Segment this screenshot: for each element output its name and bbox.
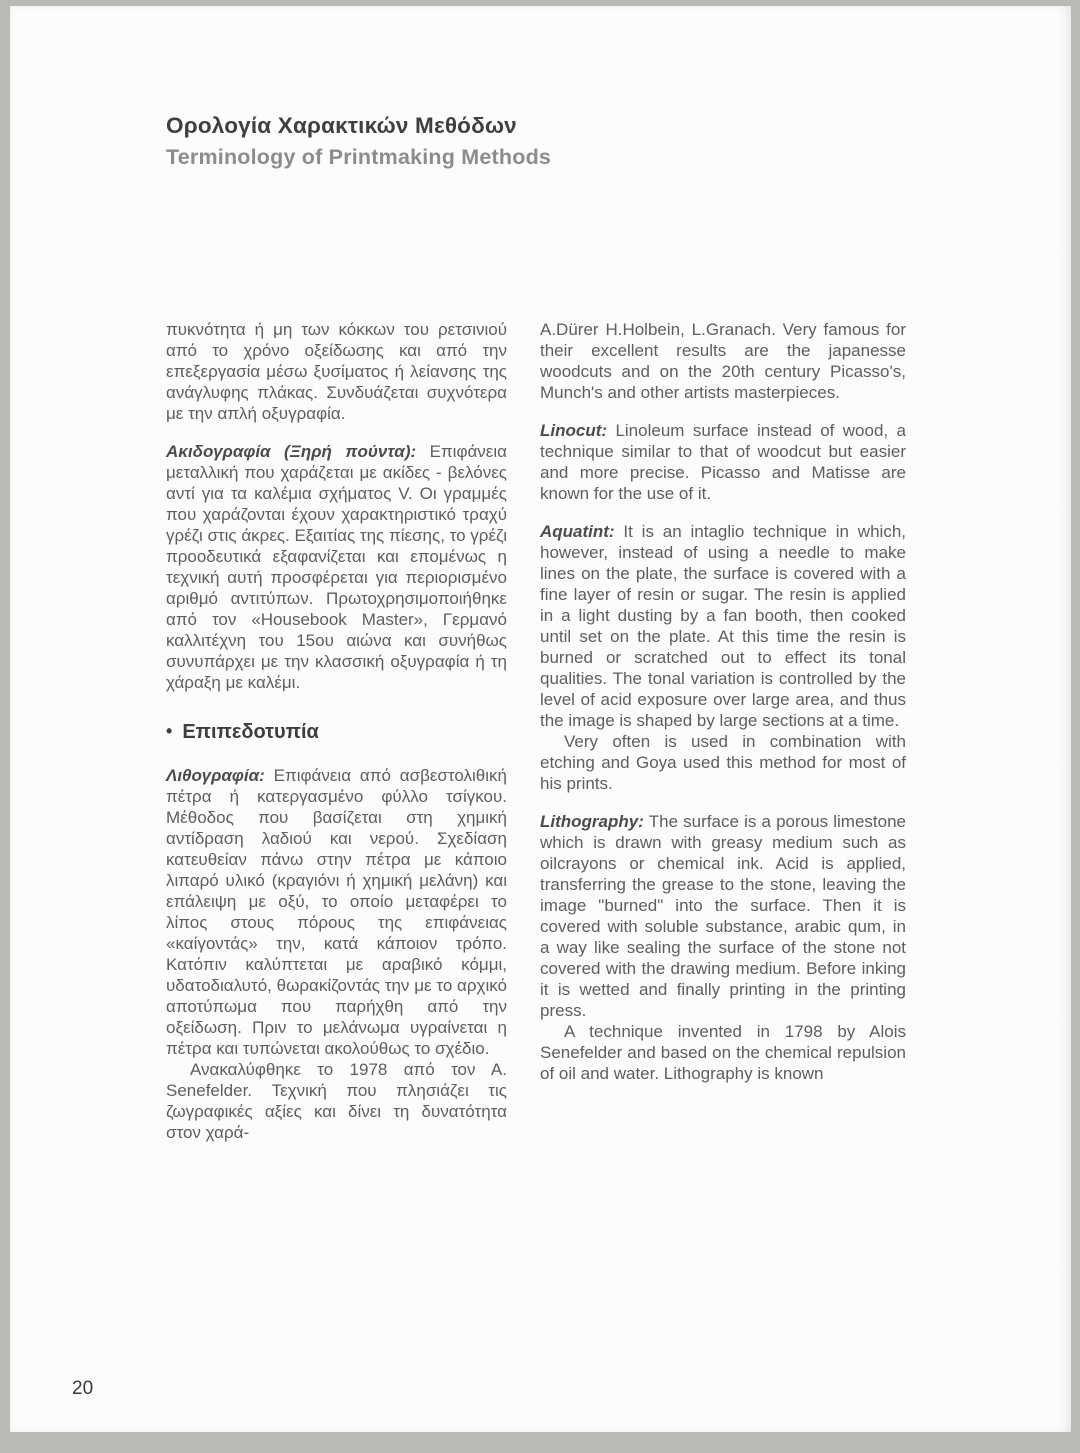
title-block [166,6,926,171]
page-title-english: Terminology of Printmaking Methods [166,145,552,169]
term-english-lithography: Lithography: [540,812,644,831]
paragraph-greek-lithography [166,765,507,1059]
paragraph-english-linocut [540,420,906,504]
paragraph-english-aquatint [540,521,906,731]
paragraph-text: Επιφάνεια μεταλλική που χαράζεται με ακίδες - βελόνες αντί για τα καλέμια σχήματος V. Οι γραμμές που χαράζονται έχουν χαρακτηριστικό τραχύ γρέζι στις άκρες. Εξαιτίας της πίεσης, το γρέζι προοδευτικά εξαφανίζεται και επομένως η τεχνική αυτή προσφέρεται για περιορισμένο αριθμό αντιτύπων. Πρωτοχρησιμοποιήθηκε από τον «Housebook Master», Γερμανό καλλιτέχνη του 15ου αιώνα και συνήθως συνυπάρχει με την κλασσική οξυγραφία ή τη χάραξη με καλέμι. [166,442,508,692]
term-english-aquatint: Aquatint: [540,522,615,541]
two-column-layout [166,319,926,1143]
paragraph-greek-aquatint-continuation: πυκνότητα ή μη των κόκκων του ρετσινιού από το χρόνο οξείδωσης και από την επεξεργασία μέσω ξυσίματος ή λείανσης της ανάγλυφης πλάκας. Συνδυάζεται συχνότερα με την απλή οξυγραφία. [166,320,507,423]
paragraph-text: Linoleum surface instead of wood, a technique similar to that of woodcut but easier and more precise. Picasso and Matisse are known for the use of it. [540,421,906,503]
paragraph-english-lithography [540,811,906,1021]
section-heading-planography [166,720,507,744]
paragraph-text: The surface is a porous limestone which is drawn with greasy medium such as oilcrayons or chemical ink. Acid is applied, transferring the grease to the stone, leaving the image "burned" into the surface. Then it is covered with soluble substance, arabic qum, in a way like sealing the surface of the stone not covered with the drawing medium. Before inking it is wetted and finally printing in the printing press. [540,812,906,1020]
paragraph-greek-drypoint [166,441,507,693]
page-number: 20 [72,1378,94,1399]
term-greek-lithography: Λιθογραφία: [166,766,265,785]
paragraph-english-woodcut-continuation: A.Dürer H.Holbein, L.Granach. Very famous for their excellent results are the japanesse woodcuts and on the 20th century Picasso's, Munch's and other artists masterpieces. [540,320,906,402]
paragraph-greek-senefelder: Ανακαλύφθηκε το 1978 από τον Α. Senefelder. Τεχνική που πλησιάζει τις ζωγραφικές αξίες και δίνει τη δυνατότητα στον χαρά- [166,1060,507,1142]
term-greek-drypoint: Ακιδογραφία (Ξηρή πούντα): [166,442,417,461]
bullet-icon: • [166,721,173,741]
section-heading-label: Επιπεδοτυπία [182,721,319,743]
page-content [166,6,926,1432]
paragraph-english-alois: A technique invented in 1798 by Alois Senefelder and based on the chemical repulsion of oil and water. Lithography is known [540,1022,906,1083]
paragraph-text: It is an intaglio technique in which, however, instead of using a needle to make lines on the plate, the surface is covered with a fine layer of resin or sugar. The resin is applied in a light dusting by a fan booth, then cooked until set on the plate. At this time the resin is burned or scratched out to effect its tonal qualities. The tonal variation is controlled by the level of acid exposure over large area, and thus the image is shaped by large sections at a time. [540,522,906,730]
document-page [10,6,1071,1432]
paragraph-english-goya: Very often is used in combination with etching and Goya used this method for most of his prints. [540,732,906,793]
paragraph-text: Επιφάνεια από ασβεστολιθική πέτρα ή κατεργασμένο φύλλο τσίγκου. Μέθοδος που βασίζεται στη χημική αντίδραση λαδιού και νερού. Σχεδίαση κατευθείαν πάνω στην πέτρα με κάποιο λιπαρό υλικό (κραγιόνι ή χημική μελάνη) και επάλειψη με οξύ, το οποίο μεταφέρει το λίπος στους πόρους της επιφάνειας «καίγοντάς» την, κατά κάποιον τρόπο. Κατόπιν καλύπτεται με αραβικό κόμμι, υδατοδιαλυτό, θωρακίζοντάς την με το αρχικό αποτύπωμα που παρήχθη από την οξείδωση. Πριν το μελάνωμα υγραίνεται η πέτρα και τυπώνεται ακολούθως το σχέδιο. [166,766,507,1058]
page-title-greek: Ορολογία Χαρακτικών Μεθόδων [166,113,517,138]
english-text-column [540,319,906,1143]
term-english-linocut: Linocut: [540,421,608,440]
greek-text-column [166,319,507,1143]
